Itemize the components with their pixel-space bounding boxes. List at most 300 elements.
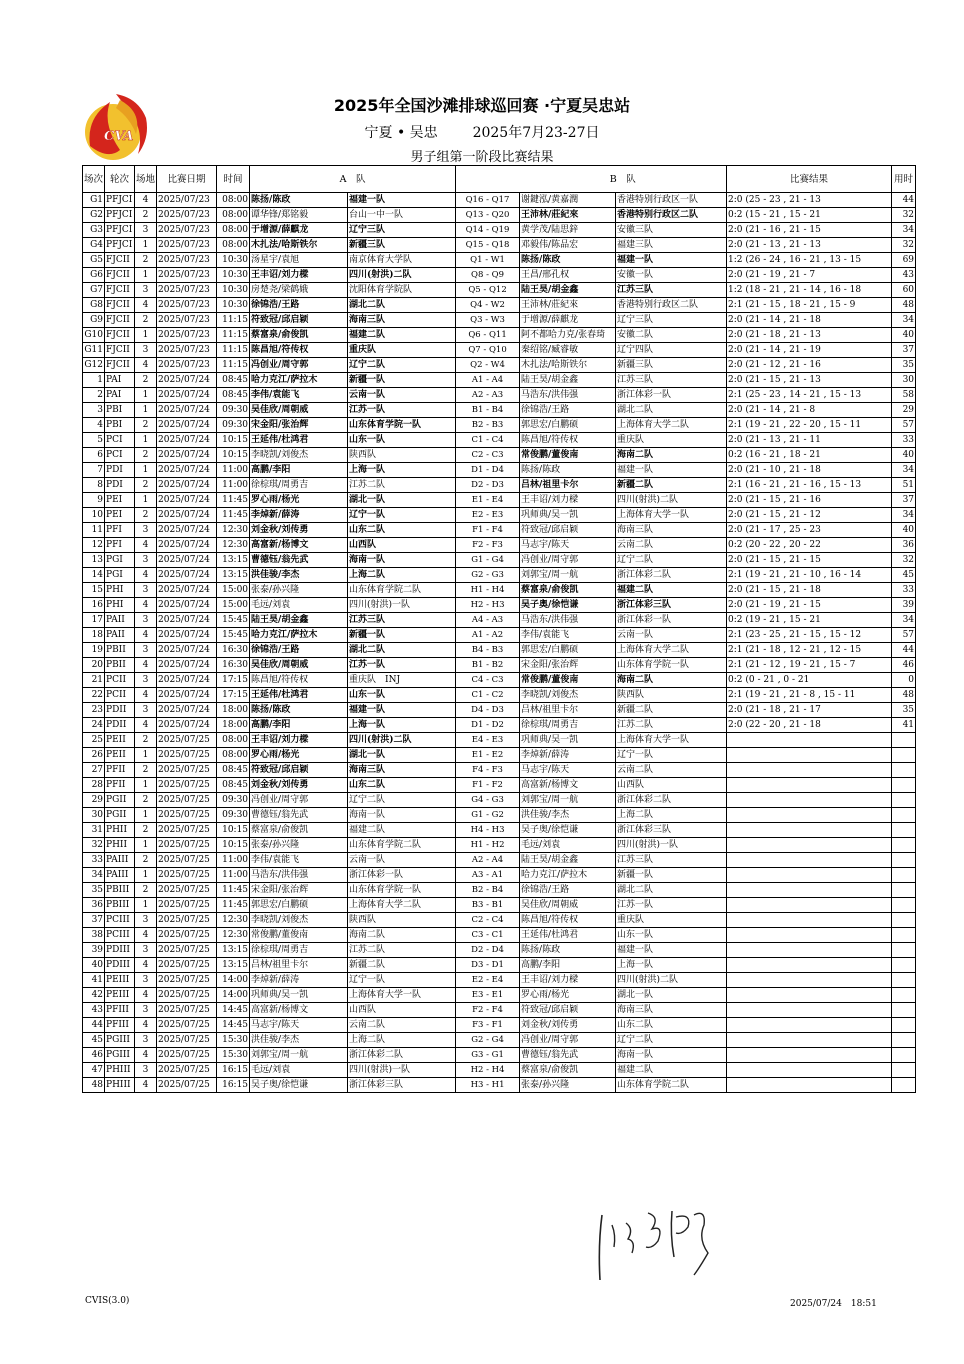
team-a-players-cell: 吴子奥/徐恺谦	[250, 1078, 348, 1093]
match-cell: 23	[83, 703, 105, 718]
round-cell: PFII	[105, 778, 135, 793]
court-cell: 3	[135, 673, 157, 688]
match-cell: 2	[83, 388, 105, 403]
seed-cell: E3 - E1	[456, 988, 520, 1003]
date-cell: 2025/07/24	[157, 658, 217, 673]
time-cell: 14:00	[217, 988, 250, 1003]
match-cell: 20	[83, 658, 105, 673]
match-cell: 41	[83, 973, 105, 988]
team-b-players-cell: 王丰诏/刘力樑	[520, 493, 616, 508]
date-cell: 2025/07/23	[157, 328, 217, 343]
date-cell: 2025/07/24	[157, 418, 217, 433]
court-cell: 3	[135, 553, 157, 568]
round-cell: FJCII	[105, 268, 135, 283]
header-spacer	[456, 166, 520, 193]
time-cell: 11:45	[217, 898, 250, 913]
team-b-name-cell: 辽宁一队	[616, 748, 727, 763]
team-a-name-cell: 南京体育大学队	[348, 253, 456, 268]
court-cell: 3	[135, 223, 157, 238]
team-a-players-cell: 谭华锋/郑铭毅	[250, 208, 348, 223]
time-cell: 11:45	[217, 883, 250, 898]
table-row	[83, 1078, 916, 1093]
team-a-name-cell: 陕西队	[348, 913, 456, 928]
match-cell: G12	[83, 358, 105, 373]
date-cell: 2025/07/23	[157, 253, 217, 268]
match-cell: 12	[83, 538, 105, 553]
team-a-name-cell: 山东一队	[348, 433, 456, 448]
team-a-players-cell: 吴佳欣/周朝威	[250, 403, 348, 418]
duration-cell: 40	[892, 448, 916, 463]
time-cell: 17:15	[217, 673, 250, 688]
time-cell: 12:30	[217, 913, 250, 928]
duration-cell: 40	[892, 523, 916, 538]
match-cell: 37	[83, 913, 105, 928]
team-a-players-cell: 高鹏/李阳	[250, 463, 348, 478]
round-cell: FJCII	[105, 283, 135, 298]
round-cell: PCIII	[105, 913, 135, 928]
result-cell	[727, 988, 892, 1003]
date-cell: 2025/07/23	[157, 223, 217, 238]
court-cell: 3	[135, 1003, 157, 1018]
match-cell: G10	[83, 328, 105, 343]
team-b-name-cell: 新疆二队	[616, 703, 727, 718]
time-cell: 10:15	[217, 448, 250, 463]
team-b-players-cell: 秦绍铭/臧睿敏	[520, 343, 616, 358]
team-b-players-cell: 马志宇/陈天	[520, 538, 616, 553]
time-cell: 08:45	[217, 763, 250, 778]
court-cell: 1	[135, 808, 157, 823]
seed-cell: B1 - B2	[456, 658, 520, 673]
result-cell: 2:0 (21 - 15 , 21 - 13	[727, 373, 892, 388]
table-row	[83, 553, 916, 568]
court-cell: 3	[135, 1063, 157, 1078]
court-cell: 2	[135, 478, 157, 493]
result-cell	[727, 1018, 892, 1033]
result-cell: 2:0 (21 - 15 , 21 - 12	[727, 508, 892, 523]
team-a-players-cell: 符致冠/邱启颖	[250, 763, 348, 778]
match-cell: 13	[83, 553, 105, 568]
court-cell: 3	[135, 613, 157, 628]
team-a-name-cell: 海南一队	[348, 808, 456, 823]
team-a-name-cell: 上海体育大学一队	[348, 988, 456, 1003]
court-cell: 1	[135, 838, 157, 853]
team-a-name-cell: 浙江体彩二队	[348, 1048, 456, 1063]
team-a-players-cell: 高富新/杨博文	[250, 1003, 348, 1018]
team-b-name-cell: 山东一队	[616, 928, 727, 943]
time-cell: 15:30	[217, 1048, 250, 1063]
round-cell: PAI	[105, 388, 135, 403]
duration-cell: 45	[892, 568, 916, 583]
seed-cell: E4 - E3	[456, 733, 520, 748]
table-row	[83, 373, 916, 388]
table-header-row	[83, 166, 916, 193]
result-cell: 0:2 (20 - 22 , 20 - 22	[727, 538, 892, 553]
time-cell: 14:45	[217, 1003, 250, 1018]
team-b-name-cell: 福建一队	[616, 253, 727, 268]
round-cell: PEIII	[105, 988, 135, 1003]
team-a-players-cell: 马浩东/洪伟强	[250, 868, 348, 883]
seed-cell: F3 - F1	[456, 1018, 520, 1033]
seed-cell: E1 - E4	[456, 493, 520, 508]
team-a-name-cell: 新疆一队	[348, 628, 456, 643]
court-cell: 2	[135, 418, 157, 433]
date-cell: 2025/07/23	[157, 268, 217, 283]
duration-cell: 34	[892, 313, 916, 328]
round-cell: PHII	[105, 823, 135, 838]
team-b-players-cell: 于增源/薛麒龙	[520, 313, 616, 328]
date-cell: 2025/07/25	[157, 733, 217, 748]
team-b-name-cell: 新疆三队	[616, 358, 727, 373]
team-b-players-cell: 徐锦浩/王路	[520, 403, 616, 418]
result-cell: 2:0 (21 - 17 , 25 - 23	[727, 523, 892, 538]
match-cell: 46	[83, 1048, 105, 1063]
date-cell: 2025/07/25	[157, 1078, 217, 1093]
result-cell: 2:1 (21 - 15 , 18 - 21 , 15 - 9	[727, 298, 892, 313]
team-a-name-cell: 山东体育学院二队	[348, 838, 456, 853]
match-cell: 35	[83, 883, 105, 898]
time-cell: 11:00	[217, 868, 250, 883]
date-cell: 2025/07/25	[157, 973, 217, 988]
duration-cell: 32	[892, 553, 916, 568]
table-row	[83, 598, 916, 613]
team-a-name-cell: 浙江体彩三队	[348, 1078, 456, 1093]
table-row	[83, 268, 916, 283]
round-cell: PGI	[105, 568, 135, 583]
court-cell: 1	[135, 238, 157, 253]
result-cell: 2:1 (19 - 21 , 21 - 8 , 15 - 11	[727, 688, 892, 703]
team-b-players-cell: 邓毅伟/陈品宏	[520, 238, 616, 253]
match-cell: 31	[83, 823, 105, 838]
date-cell: 2025/07/25	[157, 853, 217, 868]
team-a-name-cell: 浙江体彩一队	[348, 868, 456, 883]
team-b-name-cell: 海南一队	[616, 1048, 727, 1063]
result-cell: 2:0 (21 - 18 , 21 - 17	[727, 703, 892, 718]
seed-cell: Q5 - Q12	[456, 283, 520, 298]
table-row	[83, 328, 916, 343]
duration-cell: 41	[892, 718, 916, 733]
team-b-name-cell: 香港特别行政区二队	[616, 298, 727, 313]
duration-cell	[892, 1033, 916, 1048]
duration-cell	[892, 883, 916, 898]
team-b-name-cell: 江苏二队	[616, 718, 727, 733]
seed-cell: D1 - D4	[456, 463, 520, 478]
team-a-name-cell: 云南二队	[348, 1018, 456, 1033]
round-cell: PBII	[105, 658, 135, 673]
table-row	[83, 718, 916, 733]
table-row	[83, 973, 916, 988]
court-cell: 3	[135, 973, 157, 988]
seed-cell: H1 - H4	[456, 583, 520, 598]
time-cell: 08:00	[217, 748, 250, 763]
team-a-name-cell: 重庆队 INJ	[348, 673, 456, 688]
table-row	[83, 688, 916, 703]
round-cell: FJCII	[105, 328, 135, 343]
round-cell: PFI	[105, 523, 135, 538]
time-cell: 11:15	[217, 328, 250, 343]
round-cell: PEI	[105, 493, 135, 508]
result-cell	[727, 1048, 892, 1063]
team-b-name-cell: 浙江体彩一队	[616, 613, 727, 628]
court-cell: 4	[135, 1078, 157, 1093]
table-row	[83, 808, 916, 823]
date-cell: 2025/07/23	[157, 283, 217, 298]
team-a-players-cell: 徐锦浩/王路	[250, 298, 348, 313]
table-row	[83, 1063, 916, 1078]
round-cell: FJCII	[105, 313, 135, 328]
seed-cell: B3 - B1	[456, 898, 520, 913]
time-cell: 11:00	[217, 463, 250, 478]
result-cell: 2:0 (21 - 15 , 21 - 18	[727, 583, 892, 598]
court-cell: 4	[135, 688, 157, 703]
team-a-players-cell: 马志宇/陈天	[250, 1018, 348, 1033]
team-b-name-cell: 福建二队	[616, 1063, 727, 1078]
table-row	[83, 943, 916, 958]
team-b-name-cell: 云南二队	[616, 538, 727, 553]
team-b-name-cell: 辽宁二队	[616, 553, 727, 568]
time-cell: 12:30	[217, 523, 250, 538]
match-cell: 26	[83, 748, 105, 763]
result-cell	[727, 733, 892, 748]
table-row	[83, 883, 916, 898]
team-b-name-cell: 辽宁三队	[616, 313, 727, 328]
team-a-name-cell: 海南二队	[348, 928, 456, 943]
result-cell	[727, 838, 892, 853]
duration-cell: 32	[892, 208, 916, 223]
duration-cell	[892, 1078, 916, 1093]
round-cell: PFJCI	[105, 223, 135, 238]
team-b-players-cell: 阿不都哈力克/张春琦	[520, 328, 616, 343]
duration-cell	[892, 928, 916, 943]
match-cell: G9	[83, 313, 105, 328]
match-cell: G4	[83, 238, 105, 253]
team-b-players-cell: 罗心雨/杨光	[520, 988, 616, 1003]
team-b-name-cell: 福建一队	[616, 463, 727, 478]
team-b-players-cell: 吕林/祖里卡尔	[520, 478, 616, 493]
match-cell: 36	[83, 898, 105, 913]
time-cell: 14:00	[217, 973, 250, 988]
team-a-players-cell: 冯创业/周守郭	[250, 358, 348, 373]
match-cell: G11	[83, 343, 105, 358]
round-cell: PGIII	[105, 1048, 135, 1063]
table-row	[83, 823, 916, 838]
team-a-players-cell: 徐锦浩/王路	[250, 643, 348, 658]
round-cell: FJCII	[105, 298, 135, 313]
table-row	[83, 283, 916, 298]
team-b-players-cell: 陆王昊/胡金鑫	[520, 853, 616, 868]
table-row	[83, 838, 916, 853]
round-cell: FJCII	[105, 253, 135, 268]
time-cell: 11:15	[217, 358, 250, 373]
header-team-a: A 队	[250, 166, 456, 193]
round-cell: PHI	[105, 598, 135, 613]
duration-cell: 35	[892, 703, 916, 718]
date-cell: 2025/07/24	[157, 613, 217, 628]
table-row	[83, 988, 916, 1003]
duration-cell: 37	[892, 493, 916, 508]
result-cell: 2:0 (21 - 19 , 21 - 15	[727, 598, 892, 613]
date-cell: 2025/07/24	[157, 553, 217, 568]
duration-cell: 34	[892, 613, 916, 628]
time-cell: 08:45	[217, 778, 250, 793]
seed-cell: C2 - C3	[456, 448, 520, 463]
result-cell	[727, 883, 892, 898]
round-cell: PFIII	[105, 1018, 135, 1033]
table-row	[83, 1048, 916, 1063]
seed-cell: A2 - A4	[456, 853, 520, 868]
team-a-players-cell: 高鹏/李阳	[250, 718, 348, 733]
seed-cell: G3 - G1	[456, 1048, 520, 1063]
team-b-players-cell: 陈扬/陈政	[520, 463, 616, 478]
result-cell	[727, 778, 892, 793]
team-a-players-cell: 哈力克江/萨拉木	[250, 373, 348, 388]
match-cell: 24	[83, 718, 105, 733]
match-cell: G8	[83, 298, 105, 313]
court-cell: 3	[135, 583, 157, 598]
table-row	[83, 748, 916, 763]
match-cell: G1	[83, 193, 105, 208]
team-a-name-cell: 四川(射洪)一队	[348, 1063, 456, 1078]
table-row	[83, 628, 916, 643]
result-cell: 2:0 (21 - 12 , 21 - 16	[727, 358, 892, 373]
team-a-players-cell: 张泰/孙兴隆	[250, 583, 348, 598]
duration-cell: 33	[892, 433, 916, 448]
time-cell: 13:15	[217, 943, 250, 958]
team-b-name-cell: 海南三队	[616, 1003, 727, 1018]
table-row	[83, 868, 916, 883]
team-b-name-cell: 上海体育大学一队	[616, 733, 727, 748]
match-cell: G3	[83, 223, 105, 238]
court-cell: 4	[135, 193, 157, 208]
team-a-players-cell: 宋金阳/张治辉	[250, 418, 348, 433]
court-cell: 4	[135, 298, 157, 313]
team-b-players-cell: 马志宇/陈天	[520, 763, 616, 778]
seed-cell: C4 - C3	[456, 673, 520, 688]
team-b-players-cell: 谢鍵泓/黄嘉潤	[520, 193, 616, 208]
court-cell: 2	[135, 823, 157, 838]
result-cell: 2:1 (21 - 18 , 12 - 21 , 12 - 15	[727, 643, 892, 658]
table-row	[83, 793, 916, 808]
team-a-name-cell: 新疆二队	[348, 958, 456, 973]
duration-cell	[892, 1048, 916, 1063]
table-row	[83, 658, 916, 673]
table-row	[83, 853, 916, 868]
table-row	[83, 928, 916, 943]
team-b-name-cell: 重庆队	[616, 433, 727, 448]
time-cell: 15:45	[217, 613, 250, 628]
team-b-players-cell: 陈扬/陈政	[520, 253, 616, 268]
time-cell: 09:30	[217, 418, 250, 433]
team-b-name-cell: 安徽二队	[616, 328, 727, 343]
team-a-players-cell: 王延伟/杜鸿君	[250, 688, 348, 703]
team-a-name-cell: 上海二队	[348, 1033, 456, 1048]
round-cell: PGII	[105, 793, 135, 808]
table-row	[83, 763, 916, 778]
date-cell: 2025/07/25	[157, 958, 217, 973]
table-row	[83, 403, 916, 418]
date-cell: 2025/07/24	[157, 433, 217, 448]
seed-cell: E2 - E4	[456, 973, 520, 988]
time-cell: 16:30	[217, 658, 250, 673]
time-cell: 15:00	[217, 598, 250, 613]
duration-cell	[892, 808, 916, 823]
result-cell: 2:0 (21 - 16 , 21 - 15	[727, 223, 892, 238]
header-time: 时间	[217, 166, 250, 193]
duration-cell: 36	[892, 538, 916, 553]
court-cell: 1	[135, 388, 157, 403]
team-a-players-cell: 罗心雨/杨光	[250, 748, 348, 763]
event-dates: 2025年7月23-27日	[472, 125, 600, 141]
team-b-players-cell: 郭思宏/白鹏硕	[520, 418, 616, 433]
round-cell: PGII	[105, 808, 135, 823]
team-b-name-cell: 海南三队	[616, 523, 727, 538]
court-cell: 3	[135, 523, 157, 538]
court-cell: 1	[135, 868, 157, 883]
duration-cell	[892, 973, 916, 988]
round-cell: FJCII	[105, 358, 135, 373]
team-a-name-cell: 江苏二队	[348, 943, 456, 958]
team-a-name-cell: 山东一队	[348, 688, 456, 703]
table-row	[83, 508, 916, 523]
team-a-players-cell: 郭思宏/白鹏硕	[250, 898, 348, 913]
team-b-name-cell: 山西队	[616, 778, 727, 793]
team-b-players-cell: 冯创业/周守郭	[520, 553, 616, 568]
time-cell: 08:45	[217, 388, 250, 403]
team-a-players-cell: 陈扬/陈政	[250, 193, 348, 208]
table-row	[83, 958, 916, 973]
team-b-players-cell: 符致冠/邱启颖	[520, 1003, 616, 1018]
round-cell: PBI	[105, 403, 135, 418]
round-cell: PAIII	[105, 853, 135, 868]
date-cell: 2025/07/25	[157, 1048, 217, 1063]
date-cell: 2025/07/25	[157, 1003, 217, 1018]
team-b-name-cell: 辽宁四队	[616, 343, 727, 358]
time-cell: 18:00	[217, 718, 250, 733]
duration-cell: 0	[892, 673, 916, 688]
court-cell: 4	[135, 538, 157, 553]
team-b-players-cell: 徐锦浩/王路	[520, 883, 616, 898]
match-cell: 22	[83, 688, 105, 703]
team-a-players-cell: 李伟/袁能飞	[250, 853, 348, 868]
page-title: 2025年全国沙滩排球巡回赛 ·宁夏吴忠站	[333, 96, 631, 115]
result-cell	[727, 793, 892, 808]
match-cell: 29	[83, 793, 105, 808]
team-b-name-cell: 浙江体彩二队	[616, 793, 727, 808]
time-cell: 09:30	[217, 403, 250, 418]
team-a-players-cell: 陈昌旭/符传权	[250, 343, 348, 358]
seed-cell: E2 - E3	[456, 508, 520, 523]
team-b-name-cell: 安徽一队	[616, 268, 727, 283]
team-b-players-cell: 符致冠/邱启颖	[520, 523, 616, 538]
seed-cell: A3 - A1	[456, 868, 520, 883]
team-a-name-cell: 辽宁二队	[348, 358, 456, 373]
court-cell: 3	[135, 643, 157, 658]
team-b-players-cell: 巩师典/吴一凯	[520, 508, 616, 523]
team-a-name-cell: 山东体育学院一队	[348, 418, 456, 433]
team-a-name-cell: 山东体育学院二队	[348, 583, 456, 598]
seed-cell: Q13 - Q20	[456, 208, 520, 223]
team-b-players-cell: 曹德钰/翁先武	[520, 1048, 616, 1063]
round-cell: PCII	[105, 688, 135, 703]
table-row	[83, 583, 916, 598]
date-cell: 2025/07/23	[157, 298, 217, 313]
seed-cell: D2 - D3	[456, 478, 520, 493]
date-cell: 2025/07/25	[157, 1018, 217, 1033]
team-a-name-cell: 山东体育学院一队	[348, 883, 456, 898]
team-a-players-cell: 王延伟/杜鸿君	[250, 433, 348, 448]
table-row	[83, 478, 916, 493]
team-a-players-cell: 陈昌旭/符传权	[250, 673, 348, 688]
result-cell	[727, 943, 892, 958]
